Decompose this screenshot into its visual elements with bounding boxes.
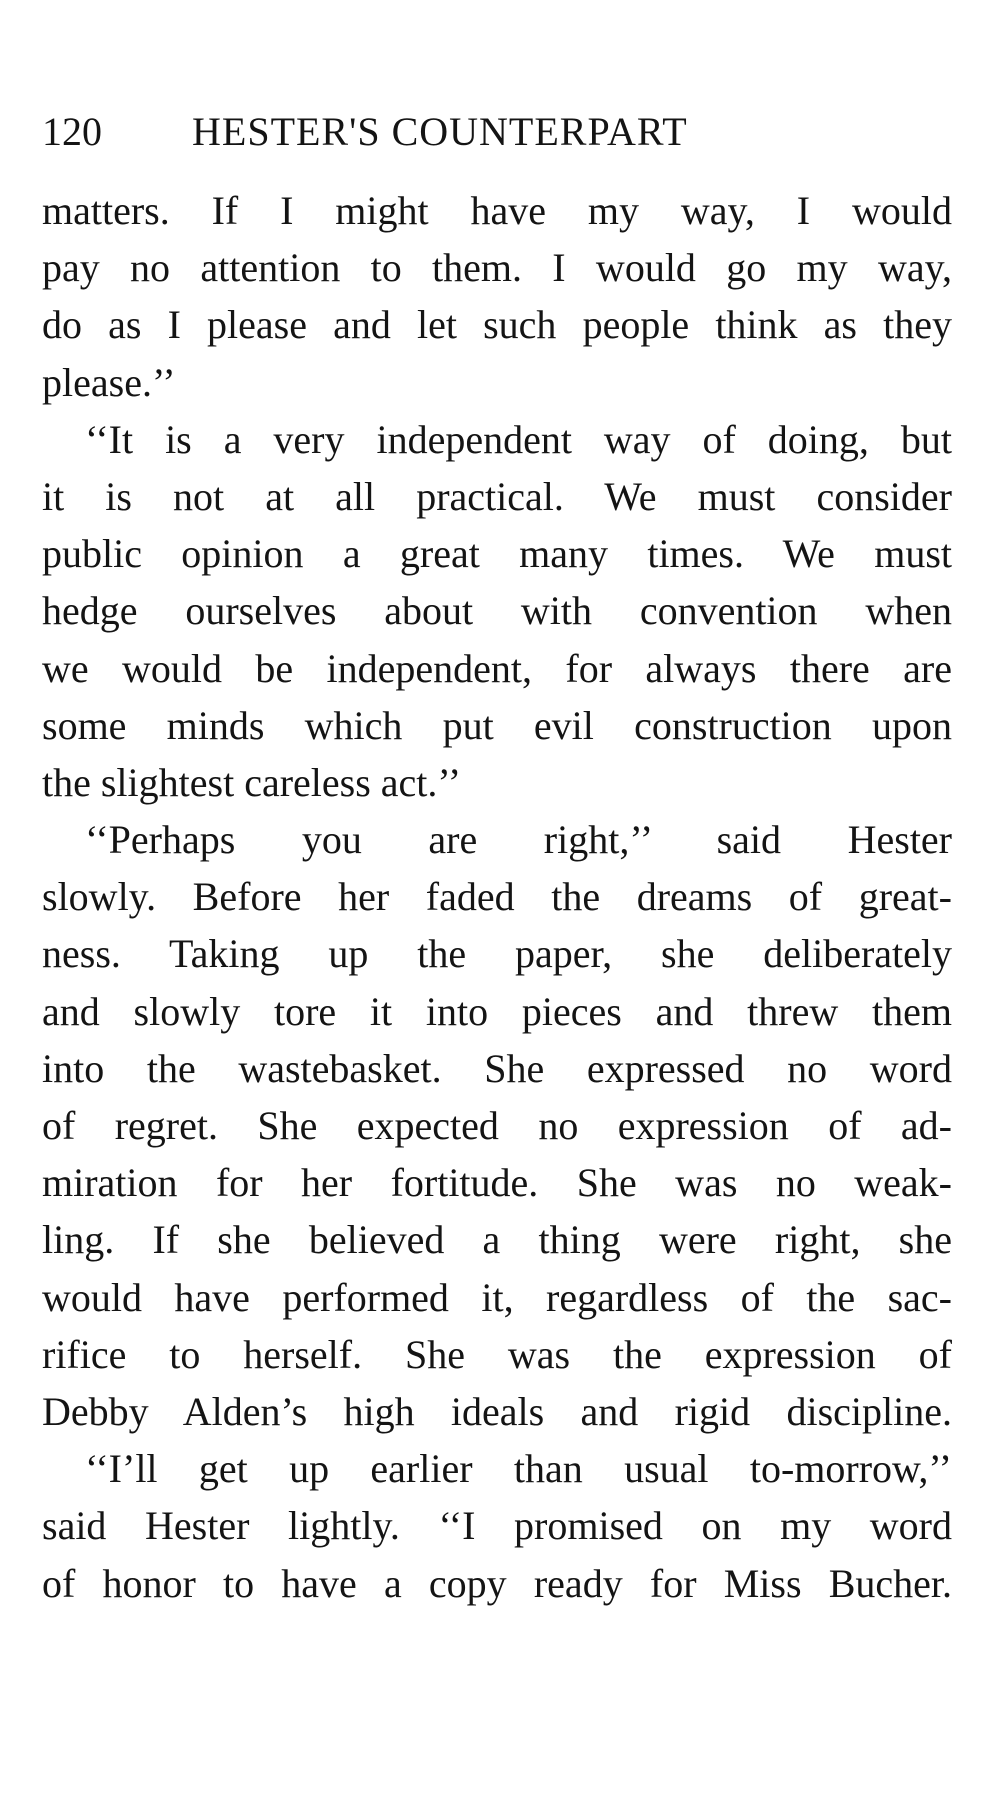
text-line: of honor to have a copy ready for Miss Bucher. xyxy=(42,1560,952,1606)
text-line: rifice to herself. She was the expression of xyxy=(42,1331,952,1377)
text-line: we would be independent, for always there are xyxy=(42,645,952,691)
text-line: miration for her fortitude. She was no weak- xyxy=(42,1160,952,1206)
text-line: ness. Taking up the paper, she deliberately xyxy=(42,931,952,977)
text-line: ‘‘It is a very independent way of doing, but xyxy=(85,416,952,462)
text-line: said Hester lightly. ‘‘I promised on my word xyxy=(42,1503,952,1549)
body-text xyxy=(42,182,952,1612)
paragraph xyxy=(42,411,952,811)
text-line: do as I please and let such people think as they xyxy=(42,302,952,348)
text-line: pay no attention to them. I would go my way, xyxy=(42,245,952,291)
text-line: the slightest careless act.’’ xyxy=(42,759,462,805)
text-line: and slowly tore it into pieces and threw them xyxy=(42,988,952,1034)
text-line: ‘‘Perhaps you are right,’’ said Hester xyxy=(85,817,952,863)
text-line: public opinion a great many times. We must xyxy=(42,531,952,577)
text-line: hedge ourselves about with convention when xyxy=(42,588,952,634)
text-line: Debby Alden’s high ideals and rigid discipline. xyxy=(42,1388,952,1434)
text-line: it is not at all practical. We must consider xyxy=(42,473,952,519)
text-line: please.’’ xyxy=(42,359,176,405)
paragraph xyxy=(42,1440,952,1612)
text-line: some minds which put evil construction upon xyxy=(42,702,952,748)
text-line: into the wastebasket. She expressed no word xyxy=(42,1045,952,1091)
text-line: of regret. She expected no expression of ad- xyxy=(42,1103,952,1148)
running-title: HESTER'S COUNTERPART xyxy=(192,109,688,154)
paragraph xyxy=(42,182,952,411)
text-line: matters. If I might have my way, I would xyxy=(42,188,952,233)
page-number: 120 xyxy=(42,109,102,154)
text-line: ling. If she believed a thing were right, she xyxy=(42,1217,952,1263)
text-line: would have performed it, regardless of the sac- xyxy=(42,1274,952,1320)
text-line: slowly. Before her faded the dreams of great- xyxy=(42,874,952,920)
text-line: ‘‘I’ll get up earlier than usual to-morrow,’’ xyxy=(85,1446,952,1492)
paragraph xyxy=(42,811,952,1440)
running-head xyxy=(42,102,962,162)
